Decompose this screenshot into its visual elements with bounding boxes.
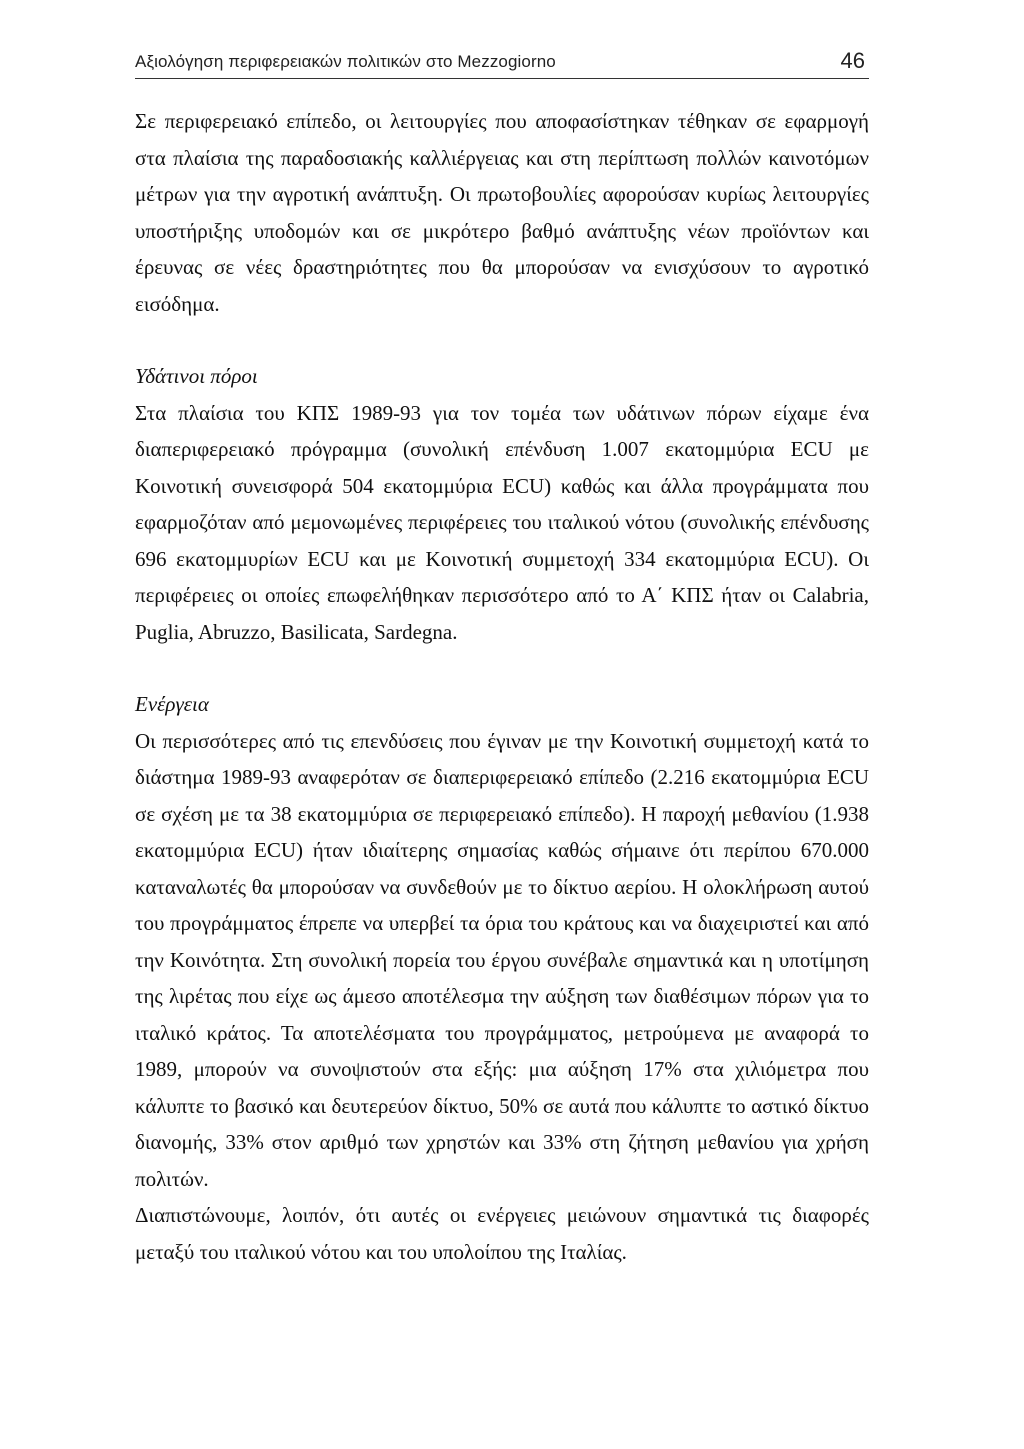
page-number: 46 <box>840 48 865 73</box>
spacer <box>135 650 869 686</box>
intro-paragraph: Σε περιφερειακό επίπεδο, οι λειτουργίες που αποφασίστηκαν τέθηκαν σε εφαρμογή στα πλαίσια της παραδοσιακής καλλιέργειας και στη περίπτωση πολλών καινοτόμων μέτρων για την αγροτική ανάπτυξη. Οι πρωτοβουλίες αφορούσαν κυρίως λειτουργίες υποστήριξης υποδομών και σε μικρότερο βαθμό ανάπτυξης νέων προϊόντων και έρευνας σε νέες δραστηριότητες που θα μπορούσαν να ενισχύσουν το αγροτικό εισόδημα. <box>135 109 869 316</box>
spacer <box>135 322 869 358</box>
header-title: Αξιολόγηση περιφερειακών πολιτικών στο Mezzogiorno <box>135 52 556 71</box>
conclusion-paragraph: Διαπιστώνουμε, λοιπόν, ότι αυτές οι ενέργειες μειώνουν σημαντικά τις διαφορές μεταξύ του ιταλικού νότου και του υπολοίπου της Ιταλίας. <box>135 1203 869 1264</box>
running-header <box>135 46 869 79</box>
water-section-paragraph: Στα πλαίσια του ΚΠΣ 1989-93 για τον τομέα των υδάτινων πόρων είχαμε ένα διαπεριφερειακό πρόγραμμα (συνολική επένδυση 1.007 εκατομμύρια ECU με Κοινοτική συνεισφορά 504 εκατομμύρια ECU) καθώς και άλλα προγράμματα που εφαρμοζόταν από μεμονωμένες περιφέρειες του ιταλικού νότου (συνολικής επένδυσης 696 εκατομμυρίων ECU και με Κοινοτική συμμετοχή 334 εκατομμύρια ECU). Οι περιφέρειες οι οποίες επωφελήθηκαν περισσότερο από το Α΄ ΚΠΣ ήταν οι Calabria, Puglia, Abruzzo, Basilicata, Sardegna. <box>135 400 869 644</box>
energy-section-paragraph: Οι περισσότερες από τις επενδύσεις που έγιναν με την Κοινοτική συμμετοχή κατά το διάστημα 1989-93 αναφερόταν σε διαπεριφερειακό επίπεδο (2.216 εκατομμύρια ECU σε σχέση με τα 38 εκατομμύρια σε περιφερειακό επίπεδο). Η παροχή μεθανίου (1.938 εκατομμύρια ECU) ήταν ιδιαίτερης σημασίας καθώς σήμαινε ότι περίπου 670.000 καταναλωτές θα μπορούσαν να συνδεθούν με το δίκτυο αερίου. Η ολοκλήρωση αυτού του προγράμματος έπρεπε να υπερβεί τα όρια του κράτους και να διαχειριστεί και από την Κοινότητα. Στη συνολική πορεία του έργου συνέβαλε σημαντικά και η υποτίμηση της λιρέτας που είχε ως άμεσο αποτέλεσμα την αύξηση των διαθέσιμων πόρων για το ιταλικό κράτος. Τα αποτελέσματα του προγράμματος, μετρούμενα με αναφορά το 1989, μπορούν να συνοψιστούν στα εξής: μια αύξηση 17% στα χιλιόμετρα που κάλυπτε το βασικό και δευτερεύον δίκτυο, 50% σε αυτά που κάλυπτε το αστικό δίκτυο διανομής, 33% στον αριθμό των χρηστών και 33% στη ζήτηση μεθανίου για χρήση πολιτών. <box>135 728 869 1191</box>
energy-section-heading: Ενέργεια <box>135 692 209 716</box>
water-section-heading: Υδάτινοι πόροι <box>135 364 258 388</box>
body-text <box>135 103 869 1270</box>
